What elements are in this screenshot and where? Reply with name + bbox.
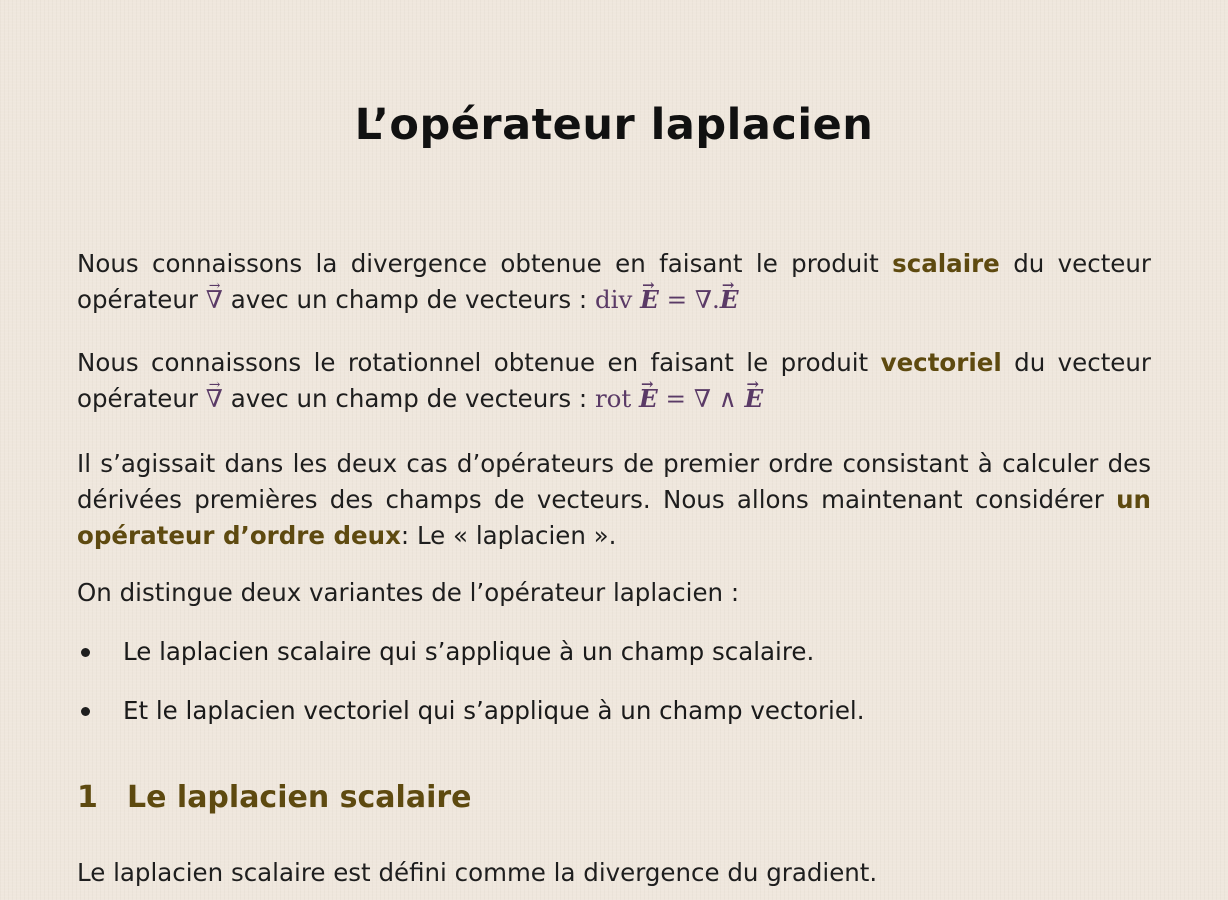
formula-rhs: = ∇. <box>666 285 720 314</box>
vector-e-symbol: → E <box>640 282 659 318</box>
formula-divergence <box>595 285 739 314</box>
paragraph-text: : Le « laplacien ». <box>400 521 617 550</box>
paragraph-text: Nous connaissons le rotationnel obtenue en faisant le produit <box>77 348 869 377</box>
keyword-vectoriel: vectoriel <box>880 348 1002 377</box>
paragraph-text: Il s’agissait dans les deux cas d’opérateurs de premier ordre consistant à calculer des dérivées premières des champs de vecteurs. Nous allons maintenant considérer <box>77 449 1151 514</box>
paragraph-text: avec un champ de vecteurs : <box>230 285 588 314</box>
section-number: 1 <box>77 780 98 815</box>
bullet-icon <box>81 707 90 716</box>
paragraph-text: Nous connaissons la divergence obtenue en faisant le produit <box>77 249 879 278</box>
list-item-text: Le laplacien scalaire qui s’applique à un champ scalaire. <box>123 637 815 666</box>
formula-operator: rot <box>594 384 632 413</box>
paragraph-divergence <box>77 246 1151 318</box>
section-heading <box>77 780 472 815</box>
formula-rotationnel <box>595 384 763 413</box>
paragraph-text: du vecteur opérateur <box>77 348 1151 413</box>
bullet-icon <box>81 648 90 657</box>
keyword-ordre-deux: un opérateur d’ordre deux <box>77 485 1151 550</box>
nabla-vector-symbol: → ∇ <box>206 282 223 318</box>
section-title: Le laplacien scalaire <box>127 780 472 815</box>
keyword-scalaire: scalaire <box>892 249 1000 278</box>
nabla-vector-symbol: → ∇ <box>206 381 223 417</box>
list-item-text: Et le laplacien vectoriel qui s’applique à un champ vectoriel. <box>123 696 865 725</box>
formula-operator: div <box>594 285 633 314</box>
paragraph-text: avec un champ de vecteurs : <box>230 384 588 413</box>
page-title: L’opérateur laplacien <box>354 100 874 150</box>
vector-e-symbol: → E <box>720 282 739 318</box>
vector-e-symbol: → E <box>639 381 658 417</box>
paragraph-operateurs <box>77 446 1151 554</box>
formula-rhs: = ∇ ∧ <box>665 384 737 413</box>
paragraph-rotationnel <box>77 345 1151 417</box>
paragraph-definition: Le laplacien scalaire est défini comme la divergence du gradient. <box>77 858 878 887</box>
paragraph-text: du vecteur opérateur <box>77 249 1151 314</box>
paragraph-variantes: On distingue deux variantes de l’opérateur laplacien : <box>77 578 740 607</box>
vector-e-symbol: → E <box>744 381 763 417</box>
